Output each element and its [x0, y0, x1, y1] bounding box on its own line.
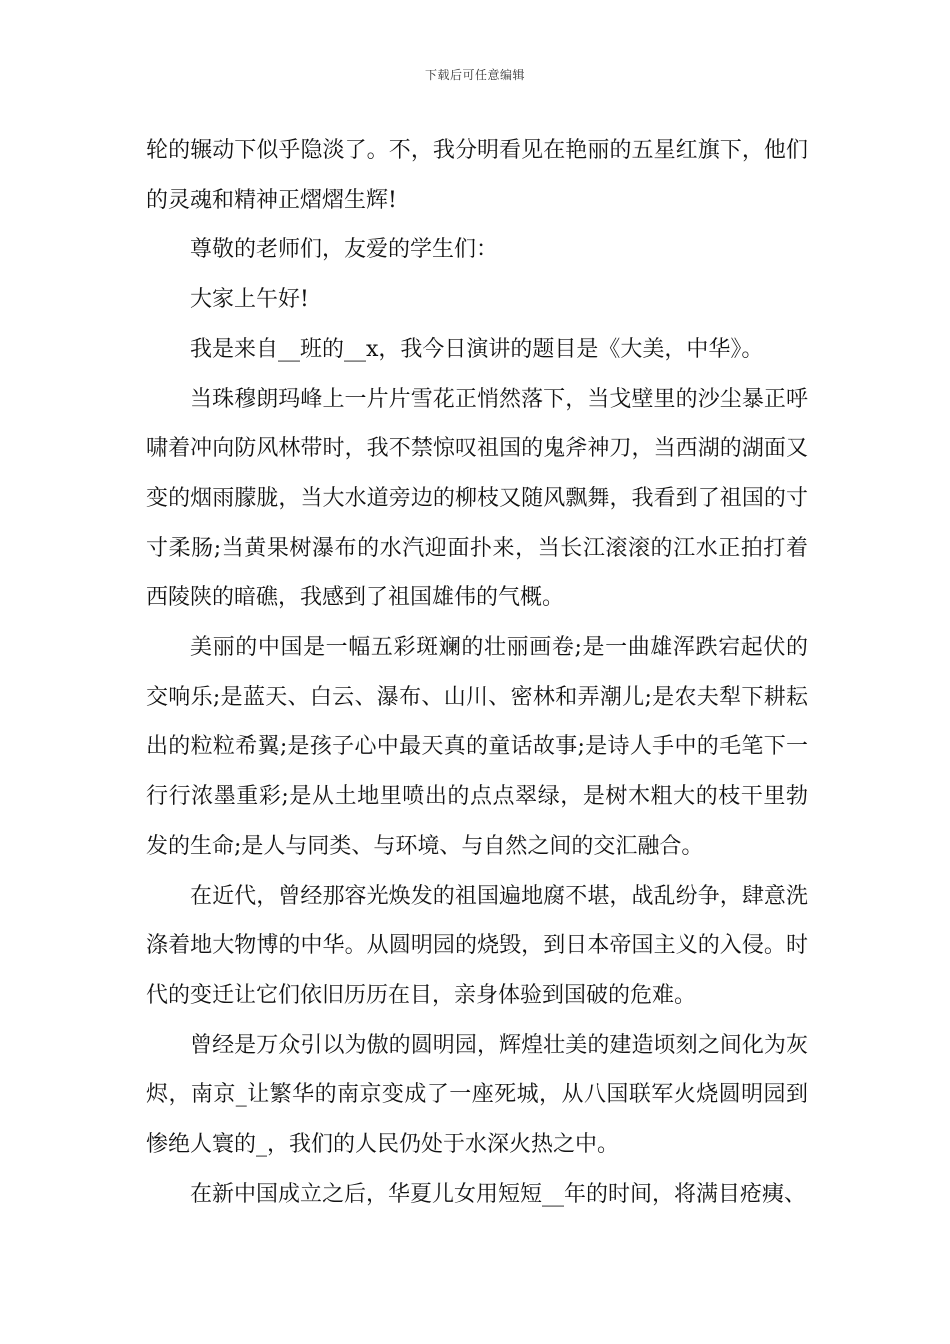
paragraph-beautiful-china: 美丽的中国是一幅五彩斑斓的壮丽画卷;是一曲雄浑跌宕起伏的交响乐;是蓝天、白云、瀑布、山川、密林和弄潮儿;是农夫犁下耕耘出的粒粒希翼;是孩子心中最天真的童话故事;是诗人手中的毛笔下一行行浓墨重彩;是从土地里喷出的点点翠绿，是树木粗大的枝干里勃发的生命;是人与同类、与环境、与自然之间的交汇融合。 [146, 635, 808, 859]
paragraph-introduction: 我是来自__班的__x，我今日演讲的题目是《大美，中华》。 [190, 336, 764, 362]
paragraph-continuation: 轮的辗动下似乎隐淡了。不，我分明看见在艳丽的五星红旗下，他们的灵魂和精神正熠熠生辉! [146, 138, 808, 213]
document-body [146, 126, 808, 1219]
paragraph-scenery: 当珠穆朗玛峰上一片片雪花正悄然落下，当戈壁里的沙尘暴正呼啸着冲向防风林带时，我不禁惊叹祖国的鬼斧神刀，当西湖的湖面又变的烟雨朦胧，当大水道旁边的柳枝又随风飘舞，我看到了祖国的寸寸柔肠;当黄果树瀑布的水汽迎面扑来，当长江滚滚的江水正拍打着西陵陕的暗礁，我感到了祖国雄伟的气概。 [146, 386, 808, 611]
paragraph-yuanmingyuan: 曾经是万众引以为傲的圆明园，辉煌壮美的建造顷刻之间化为灰烬，南京_让繁华的南京变成了一座死城，从八国联军火烧圆明园到惨绝人寰的_，我们的人民仍处于水深火热之中。 [146, 1032, 808, 1158]
paragraph-salutation: 尊敬的老师们，友爱的学生们： [190, 237, 499, 263]
paragraph-modern-history: 在近代，曾经那容光焕发的祖国遍地腐不堪，战乱纷争，肆意洗涤着地大物博的中华。从圆明园的烧毁，到日本帝国主义的入侵。时代的变迁让它们依旧历历在目，亲身体验到国破的危难。 [146, 883, 808, 1008]
paragraph-new-china: 在新中国成立之后，华夏儿女用短短__年的时间，将满目疮痍、 [190, 1181, 807, 1207]
page-header: 下载后可任意编辑 [424, 68, 525, 82]
paragraph-greeting: 大家上午好! [190, 287, 309, 313]
